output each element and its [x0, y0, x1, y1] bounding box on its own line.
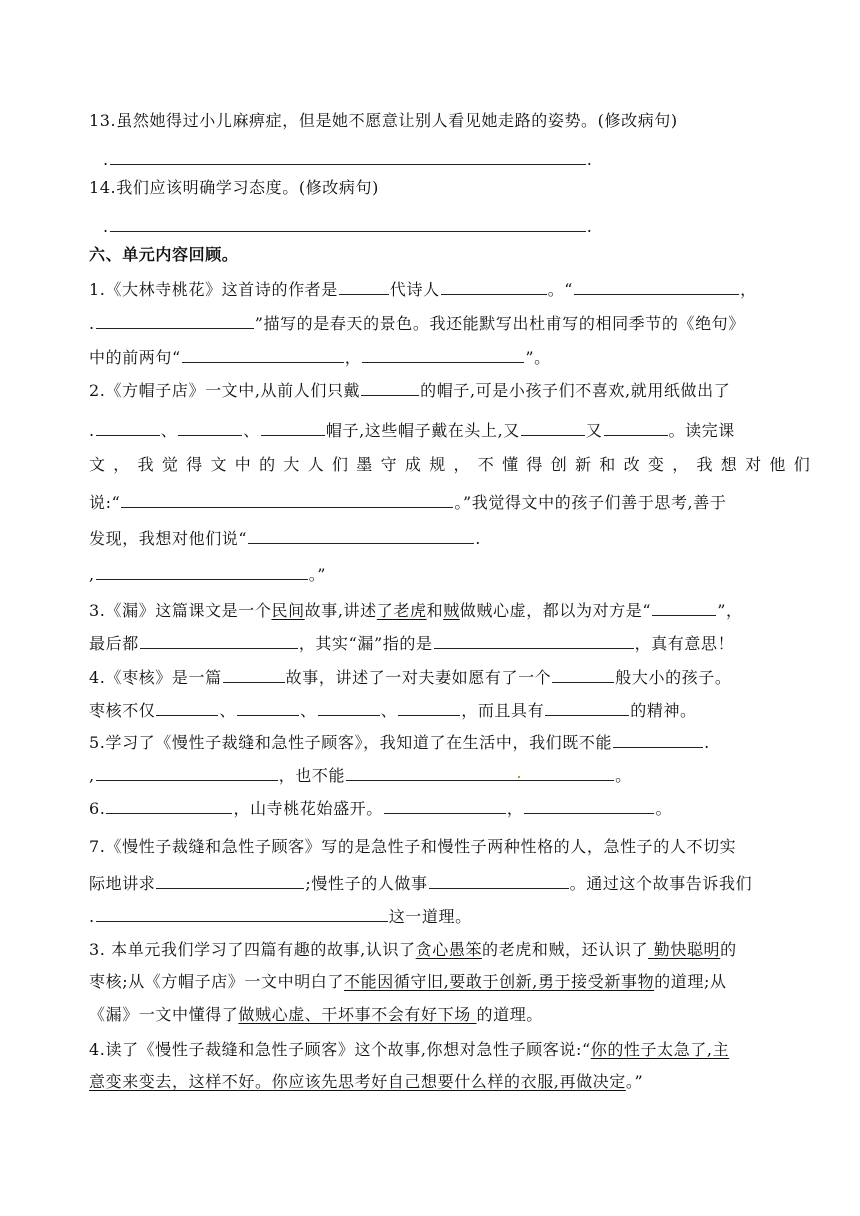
answer-blank[interactable] [261, 418, 325, 436]
answer-blank[interactable] [223, 665, 285, 683]
text: 。”我觉得文中的孩子们善于思考,善于 [454, 493, 727, 512]
text: 的老虎和贼，还认识了 [482, 940, 649, 959]
text: 3.《漏》这篇课文是一个 [89, 601, 272, 620]
underlined-answer: 老虎 [393, 601, 427, 620]
underlined-answer: 勤快聪明 [648, 940, 721, 959]
text: 、 [380, 701, 398, 720]
answer-blank[interactable] [441, 277, 547, 295]
text: 际地讲求 [89, 874, 156, 893]
answer-blank[interactable] [652, 598, 716, 616]
text: 、 [243, 421, 260, 440]
answer-blank[interactable] [552, 665, 614, 683]
text: 。” [625, 1072, 644, 1091]
text: 的 [720, 940, 737, 959]
text: 中的前两句“ [89, 348, 181, 367]
text: . [89, 421, 95, 440]
answer-blank[interactable] [182, 345, 344, 363]
answer-blank[interactable] [156, 698, 218, 716]
text: ;慢性子的人做事 [305, 874, 428, 893]
answer-blank[interactable] [339, 277, 389, 295]
answer-blank[interactable] [96, 311, 254, 329]
answer-blank[interactable] [96, 904, 388, 922]
text: . [89, 314, 95, 333]
review-4-line-1 [89, 665, 779, 687]
text: 枣核;从《方帽子店》一文中明白了 [89, 972, 344, 991]
answer-blank[interactable] [574, 277, 739, 295]
answer-4-line-2 [89, 1071, 779, 1093]
review-2-line-6 [89, 562, 779, 584]
answer-blank[interactable] [248, 526, 474, 544]
text: . [704, 733, 710, 752]
review-4-line-2 [89, 698, 779, 720]
answer-prefix: . [103, 217, 109, 236]
text: 这一道理。 [388, 907, 472, 926]
review-2-line-3 [89, 454, 819, 476]
underlined-answer: 你的性子太急了,主 [590, 1040, 730, 1059]
answer-3-line-2 [89, 971, 779, 993]
review-1-line-2 [89, 311, 779, 333]
answer-blank[interactable] [110, 214, 586, 232]
answer-blank[interactable] [362, 345, 524, 363]
text: 。“ [547, 280, 574, 299]
question-14 [89, 177, 779, 199]
question-14-answer-line [103, 214, 793, 236]
text: . [475, 529, 481, 548]
text: 代诗人 [389, 280, 440, 299]
text: 的道理;从 [654, 972, 727, 991]
underlined-answer: 做贼心虚、干坏事不会有好下场 [238, 1005, 477, 1024]
answer-blank[interactable] [434, 631, 634, 649]
answer-3-line-1 [89, 939, 779, 961]
text: 的道理。 [476, 1005, 543, 1024]
question-13-answer-line [103, 147, 793, 169]
text: ，也不能 [278, 766, 346, 785]
text: 、 [300, 701, 317, 720]
answer-blank[interactable] [156, 871, 304, 889]
text: ， [506, 799, 524, 818]
answer-blank[interactable] [96, 418, 160, 436]
text: 。 [655, 799, 673, 818]
text: 4.读了《慢性子裁缝和急性子顾客》这个故事,你想对急性子顾客说:“ [89, 1040, 591, 1059]
text: 。” [308, 565, 327, 584]
review-2-line-5 [89, 526, 779, 548]
section-title-text: 六、单元内容回顾。 [89, 245, 239, 264]
text: 发现，我想对他们说“ [89, 529, 248, 548]
review-3-line-1 [89, 598, 779, 620]
answer-blank[interactable] [398, 698, 460, 716]
text: 、 [219, 701, 237, 720]
answer-prefix: . [103, 150, 109, 169]
text: 6. [89, 799, 106, 818]
text: . [89, 907, 95, 926]
text: 最后都 [89, 634, 139, 653]
answer-4-line-1 [89, 1039, 779, 1061]
text: 2.《方帽子店》一文中,从前人们只戴 [89, 381, 361, 400]
text: ，山寺桃花始盛开。 [233, 799, 383, 818]
review-2-line-2 [89, 418, 779, 440]
underlined-answer: 贼 [443, 601, 460, 620]
answer-blank[interactable] [140, 631, 298, 649]
text: 枣核不仅 [89, 701, 156, 720]
text: ”。 [525, 348, 551, 367]
section-6-title [89, 244, 779, 266]
answer-blank[interactable] [613, 730, 703, 748]
review-6-line-1 [89, 796, 779, 818]
text: 又 [585, 421, 603, 440]
answer-blank[interactable] [521, 418, 585, 436]
answer-blank[interactable] [604, 418, 668, 436]
underlined-answer: 意变来变去，这样不好。你应该先思考好自己想要什么样的衣服,再做决定 [89, 1072, 626, 1091]
question-13 [89, 110, 779, 132]
answer-blank[interactable] [318, 698, 380, 716]
answer-blank[interactable] [545, 698, 629, 716]
answer-blank[interactable] [384, 796, 506, 814]
review-1-line-3 [89, 345, 779, 367]
review-2-line-1 [89, 378, 779, 400]
text: 4.《枣核》是一篇 [89, 668, 222, 687]
text: 1.《大林寺桃花》这首诗的作者是 [89, 280, 338, 299]
underlined-answer: 了 [376, 601, 394, 620]
text: ，而且具有 [461, 701, 545, 720]
text: 说:“ [89, 493, 121, 512]
review-5-line-1 [89, 730, 779, 752]
text: ， [344, 348, 362, 367]
text: ”， [717, 601, 743, 620]
text: 的帽子,可是小孩子们不喜欢,就用纸做出了 [420, 381, 731, 400]
review-3-line-2 [89, 631, 779, 653]
review-7-line-2 [89, 871, 779, 893]
text: 3. 本单元我们学习了四篇有趣的故事,认识了 [89, 940, 416, 959]
text: 的精神。 [630, 701, 697, 720]
answer-blank[interactable] [237, 698, 299, 716]
text: , [89, 565, 95, 584]
text: 7.《慢性子裁缝和急性子顾客》写的是急性子和慢性子两种性格的人，急性子的人不切实 [89, 837, 737, 856]
review-7-line-1 [89, 836, 779, 858]
question-14-text: 14.我们应该明确学习态度。(修改病句) [89, 178, 379, 197]
text: ”描写的是春天的景色。我还能默写出杜甫写的相同季节的《绝句》 [254, 314, 745, 333]
underlined-answer: 不能因循守旧,要敢于创新,勇于接受新事物 [344, 972, 655, 991]
review-5-line-2 [89, 763, 779, 785]
answer-blank[interactable] [96, 763, 278, 781]
text: 和 [426, 601, 444, 620]
text: ，真有意思！ [634, 634, 735, 653]
answer-blank[interactable] [96, 562, 308, 580]
text: 、 [160, 421, 178, 440]
text: 做贼心虚，都以为对方是“ [459, 601, 652, 620]
review-1-line-1 [89, 277, 779, 299]
underlined-answer: 贪心愚笨 [415, 940, 483, 959]
text: 5.学习了《慢性子裁缝和急性子顾客》，我知道了在生活中，我们既不能 [89, 733, 613, 752]
text: ，其实“漏”指的是 [298, 634, 433, 653]
answer-blank[interactable] [178, 418, 242, 436]
answer-blank[interactable] [110, 147, 586, 165]
review-2-line-4 [89, 490, 779, 512]
stray-dot [518, 776, 520, 778]
question-13-text: 13.虽然她得过小儿麻痹症，但是她不愿意让别人看见她走路的姿势。(修改病句) [89, 111, 678, 130]
text: 文，我觉得文中的大人们墨守成规，不懂得创新和改变，我想对他们 [89, 455, 819, 474]
text: 《漏》一文中懂得了 [89, 1005, 239, 1024]
text: 。读完课 [668, 421, 735, 440]
text: , [89, 766, 95, 785]
answer-blank[interactable] [429, 871, 569, 889]
answer-3-line-3 [89, 1004, 779, 1026]
text: 帽子,这些帽子戴在头上,又 [325, 421, 520, 440]
text: 。 [615, 766, 632, 785]
answer-blank[interactable] [524, 796, 654, 814]
answer-blank[interactable] [361, 378, 419, 396]
review-7-line-3 [89, 904, 779, 926]
answer-blank[interactable] [121, 490, 453, 508]
text: 。通过这个故事告诉我们 [569, 874, 753, 893]
answer-blank[interactable] [106, 796, 232, 814]
answer-blank[interactable] [346, 763, 614, 781]
text: 般大小的孩子。 [615, 668, 732, 687]
text: ， [740, 280, 757, 299]
text: 故事,讲述 [304, 601, 377, 620]
answer-suffix: . [586, 217, 593, 236]
underlined-answer: 民间 [271, 601, 305, 620]
answer-suffix: . [586, 150, 593, 169]
text: 故事，讲述了一对夫妻如愿有了一个 [285, 668, 552, 687]
